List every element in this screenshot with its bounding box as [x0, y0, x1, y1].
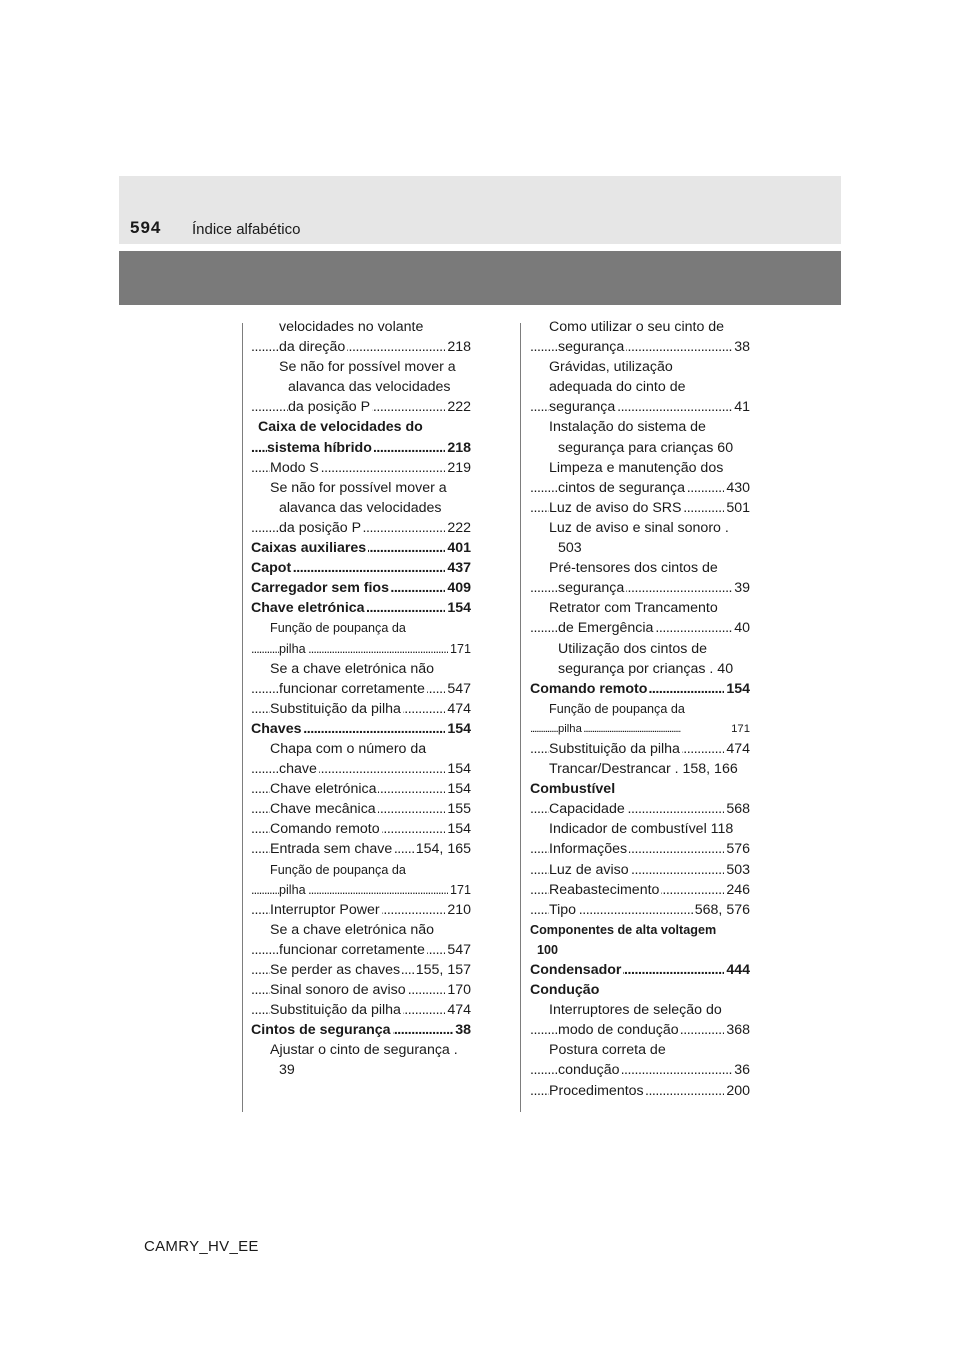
index-entry-term: Carregador sem fios	[251, 580, 389, 597]
index-entry-page: 503	[724, 860, 750, 880]
index-entry-page: 40	[732, 618, 750, 638]
index-entry	[251, 839, 471, 859]
index-entry-term: alavanca das velocidades	[279, 499, 442, 516]
index-entry-term: velocidades no volante	[279, 319, 424, 335]
index-entry	[530, 779, 750, 799]
column-divider-middle	[520, 323, 521, 1112]
index-entry-page: 154	[445, 598, 471, 618]
index-entry	[530, 799, 750, 819]
index-entry-term: Capot	[251, 560, 292, 577]
index-entry-term: condução	[558, 1062, 620, 1079]
index-entry-page: 210	[445, 900, 471, 920]
index-entry-term: Entrada sem chave	[270, 841, 393, 858]
index-entry-term: 503	[558, 540, 582, 557]
index-entry	[251, 960, 471, 980]
index-entry-page: 409	[445, 578, 471, 598]
index-entry-term: Se a chave eletrónica não	[270, 660, 435, 677]
index-entry	[530, 819, 750, 839]
index-entry	[251, 1040, 471, 1060]
index-entry	[530, 940, 750, 960]
index-entry-page: 171	[448, 639, 471, 659]
index-entry-page: 154	[445, 719, 471, 739]
index-entry-page: 218	[445, 337, 471, 357]
page-number: 594	[130, 218, 162, 237]
index-entry-term: Limpeza e manutenção dos	[549, 459, 724, 476]
index-entry-term: Utilização dos cintos de	[558, 640, 708, 657]
index-entry-page: 501	[724, 498, 750, 518]
index-entry	[530, 639, 750, 659]
index-entry-term: Comando remoto	[270, 821, 380, 838]
index-entry	[530, 1081, 750, 1101]
index-entry-page: 38	[453, 1020, 471, 1040]
index-entry	[530, 397, 750, 417]
index-entry	[251, 779, 471, 799]
index-entry-term: adequada do cinto de	[549, 379, 686, 396]
index-entry-term: Ajustar o cinto de segurança .	[270, 1042, 458, 1059]
index-entry	[530, 538, 750, 558]
index-entry-term: Condensador	[530, 962, 622, 978]
index-entry	[251, 920, 471, 940]
index-entry-term: segurança	[558, 580, 625, 597]
index-entry-term: Substituição da pilha	[270, 1002, 401, 1019]
index-entry-term: Substituição da pilha	[270, 700, 401, 717]
index-entry-term: alavanca das velocidades	[288, 379, 451, 396]
index-entry	[530, 598, 750, 618]
section-title: Índice alfabético	[192, 221, 301, 238]
index-entry	[530, 659, 750, 679]
index-entry-term: Combustível	[530, 781, 616, 798]
index-entry	[251, 618, 471, 638]
index-entry-page: 368	[724, 1020, 750, 1040]
index-entry-term: modo de condução	[558, 1022, 679, 1039]
index-entry	[530, 860, 750, 880]
index-entry-term: pilha	[558, 722, 582, 735]
index-entry	[251, 458, 471, 478]
index-entry-term: Caixas auxiliares	[251, 540, 367, 557]
index-entry	[530, 498, 750, 518]
index-entry-page: 154	[445, 819, 471, 839]
index-entry	[251, 1020, 471, 1040]
index-entry	[530, 699, 750, 719]
index-entry-term: da posição P	[288, 399, 371, 416]
index-entry	[530, 458, 750, 478]
column-divider-left	[242, 323, 243, 1112]
index-entry-page: 547	[445, 940, 471, 960]
index-entry-term: Caixa de velocidades do	[258, 419, 423, 436]
index-entry-term: Modo S	[270, 459, 319, 476]
index-entry	[530, 960, 750, 980]
index-entry-page: 222	[445, 397, 471, 417]
index-entry-term: Interruptores de seleção do	[549, 1002, 722, 1019]
index-entry	[251, 860, 471, 880]
index-entry-term: sistema híbrido	[267, 439, 372, 456]
index-entry-page: 155	[445, 799, 471, 819]
index-entry	[530, 417, 750, 437]
index-entry	[251, 417, 471, 437]
index-entry-term: segurança	[558, 339, 625, 356]
index-entry	[530, 1060, 750, 1080]
index-entry	[251, 759, 471, 779]
index-entry-page: 568	[724, 799, 750, 819]
index-entry	[251, 377, 471, 397]
index-entry-page: 218	[445, 438, 471, 458]
index-entry-page: 437	[445, 558, 471, 578]
index-entry-term: segurança	[549, 399, 616, 416]
index-entry-term: Substituição da pilha	[549, 740, 680, 757]
index-entry-term: Postura correta de	[549, 1042, 666, 1059]
index-entry	[530, 1040, 750, 1060]
index-entry	[251, 438, 471, 458]
index-entry	[251, 1060, 471, 1080]
index-entry	[251, 518, 471, 538]
index-entry-term: Função de poupança da	[549, 701, 685, 716]
index-entry	[251, 1000, 471, 1020]
index-entry-term: segurança por crianças . 40	[558, 660, 734, 677]
index-entry-term: pilha	[279, 641, 306, 656]
index-entry-term: Chaves	[251, 720, 302, 737]
index-entry	[530, 618, 750, 638]
index-entry	[251, 478, 471, 498]
index-entry-page: 170	[445, 980, 471, 1000]
index-entry-term: Pré-tensores dos cintos de	[549, 560, 718, 577]
index-entry	[530, 317, 750, 337]
index-entry-term: Luz de aviso	[549, 861, 629, 878]
index-entry	[251, 598, 471, 618]
index-entry-term: Chapa com o número da	[270, 740, 427, 757]
index-entry	[530, 679, 750, 699]
index-entry-term: da posição P	[279, 519, 362, 536]
index-entry	[530, 719, 750, 739]
index-entry-page: 568, 576	[693, 900, 750, 920]
index-entry-page: 154	[445, 759, 471, 779]
index-entry	[530, 478, 750, 498]
index-entry-term: funcionar corretamente	[279, 680, 425, 697]
index-entry	[251, 719, 471, 739]
index-entry-term: Capacidade	[549, 801, 625, 818]
header-dark-band	[119, 251, 841, 305]
index-entry	[530, 558, 750, 578]
index-column-right	[530, 317, 750, 1101]
index-entry-page: 154	[445, 779, 471, 799]
index-entry-page: 171	[729, 719, 750, 739]
index-entry-term: pilha	[279, 882, 306, 897]
index-entry	[530, 438, 750, 458]
index-entry	[251, 558, 471, 578]
index-entry-term: 39	[279, 1062, 295, 1079]
index-entry	[530, 900, 750, 920]
index-entry	[251, 799, 471, 819]
index-entry-term: Interruptor Power	[270, 901, 380, 918]
index-entry-term: 100	[537, 942, 559, 957]
index-entry-page: 246	[724, 880, 750, 900]
index-entry-term: Se a chave eletrónica não	[270, 921, 435, 938]
index-entry-term: Luz de aviso do SRS	[549, 499, 682, 516]
index-entry-term: Luz de aviso e sinal sonoro .	[549, 519, 729, 536]
index-entry	[251, 337, 471, 357]
index-entry	[530, 1020, 750, 1040]
index-entry	[251, 819, 471, 839]
index-entry-term: Função de poupança da	[270, 621, 406, 636]
index-entry-page: 154	[724, 679, 750, 699]
index-entry-page: 36	[732, 1060, 750, 1080]
index-entry-page: 155, 157	[414, 960, 471, 980]
index-entry	[530, 839, 750, 859]
index-entry	[251, 317, 471, 337]
index-entry	[251, 578, 471, 598]
index-entry-term: segurança para crianças 60	[558, 439, 734, 456]
index-entry-term: Informações	[549, 841, 628, 858]
index-entry	[251, 980, 471, 1000]
index-entry-page: 474	[445, 699, 471, 719]
index-entry	[530, 980, 750, 1000]
index-entry-page: 39	[732, 578, 750, 598]
index-entry-term: de Emergência	[558, 620, 654, 637]
index-entry-term: funcionar corretamente	[279, 941, 425, 958]
index-column-left	[251, 317, 471, 1081]
index-entry	[530, 920, 750, 940]
index-entry-page: 474	[724, 739, 750, 759]
index-entry	[251, 940, 471, 960]
index-entry	[251, 659, 471, 679]
index-entry	[530, 880, 750, 900]
index-entry	[530, 518, 750, 538]
index-entry	[530, 578, 750, 598]
index-entry	[251, 397, 471, 417]
index-entry-term: Chave eletrónica	[251, 600, 365, 617]
index-entry-page: 401	[445, 538, 471, 558]
index-entry-term: Chave eletrónica	[270, 781, 377, 798]
document-code: CAMRY_HV_EE	[144, 1238, 259, 1255]
index-entry-term: Grávidas, utilização	[549, 359, 673, 376]
index-entry-term: Trancar/Destrancar . 158, 166	[549, 761, 738, 778]
index-entry-term: Condução	[530, 982, 600, 999]
index-entry-term: Retrator com Trancamento	[549, 600, 718, 617]
index-entry	[530, 377, 750, 397]
index-entry-page: 219	[445, 458, 471, 478]
index-entry-term: Componentes de alta voltagem	[530, 922, 717, 937]
index-entry	[251, 900, 471, 920]
index-entry	[251, 357, 471, 377]
index-entry	[530, 739, 750, 759]
index-entry-term: Cintos de segurança	[251, 1022, 391, 1039]
index-entry-page: 547	[445, 679, 471, 699]
index-entry	[251, 699, 471, 719]
index-entry-page: 222	[445, 518, 471, 538]
index-entry	[530, 759, 750, 779]
index-entry-term: da direção	[279, 339, 346, 356]
index-entry-page: 38	[732, 337, 750, 357]
index-entry	[251, 679, 471, 699]
index-entry-page: 200	[724, 1081, 750, 1101]
index-entry	[251, 538, 471, 558]
index-entry	[530, 337, 750, 357]
index-entry	[530, 1000, 750, 1020]
index-entry	[251, 880, 471, 900]
index-entry-page: 474	[445, 1000, 471, 1020]
index-entry-term: Função de poupança da	[270, 862, 406, 877]
index-entry-page: 576	[724, 839, 750, 859]
index-entry-term: chave	[279, 761, 317, 778]
index-entry-term: Se perder as chaves	[270, 962, 401, 978]
index-entry-page: 41	[732, 397, 750, 417]
index-entry	[251, 739, 471, 759]
index-entry	[251, 639, 471, 659]
index-entry-term: Procedimentos	[549, 1082, 644, 1099]
index-entry-term: Comando remoto	[530, 680, 648, 697]
index-entry-page: 444	[724, 960, 750, 980]
index-entry-page: 430	[724, 478, 750, 498]
index-entry-term: Reabastecimento	[549, 881, 660, 898]
index-entry-page: 171	[448, 880, 471, 900]
index-entry	[530, 357, 750, 377]
index-entry-term: cintos de segurança	[558, 479, 685, 496]
index-entry-term: Se não for possível mover a	[270, 479, 447, 496]
index-entry-term: Tipo	[549, 901, 577, 918]
index-entry-term: Indicador de combustível 118	[549, 821, 734, 838]
index-entry-term: Chave mecânica	[270, 801, 376, 818]
index-entry-term: Como utilizar o seu cinto de	[549, 319, 725, 335]
index-entry-term: Sinal sonoro de aviso	[270, 982, 406, 999]
index-entry-page: 154, 165	[414, 839, 471, 859]
index-entry-term: Instalação do sistema de	[549, 419, 706, 436]
index-entry	[251, 498, 471, 518]
index-entry-term: Se não for possível mover a	[279, 359, 456, 376]
